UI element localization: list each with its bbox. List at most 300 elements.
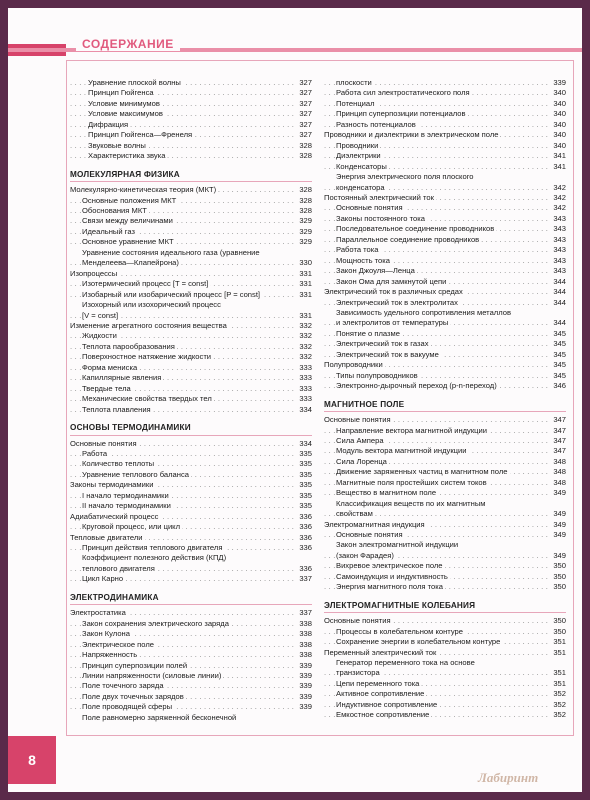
toc-entry[interactable]	[324, 130, 566, 140]
toc-entry[interactable]	[324, 141, 566, 151]
toc-entry-page: 345	[553, 328, 566, 338]
toc-entry[interactable]	[70, 311, 312, 321]
toc-entry[interactable]	[324, 214, 566, 224]
toc-entry-title: Поле проводящей сферы	[82, 702, 173, 712]
toc-entry-page: 351	[553, 647, 566, 657]
toc-entry-title: Линии напряженности (силовые линии)	[82, 671, 222, 681]
toc-entry[interactable]	[70, 99, 312, 109]
toc-entry-title: Основные понятия	[324, 415, 391, 425]
toc-entry[interactable]	[324, 287, 566, 297]
toc-entry-page: 342	[553, 203, 566, 213]
toc-entry-page: 347	[553, 415, 566, 425]
toc-entry-title: Закон сохранения электрического заряда	[82, 618, 229, 628]
toc-entry-page: 343	[553, 234, 566, 244]
toc-entry[interactable]	[324, 381, 566, 391]
toc-entry[interactable]	[324, 172, 566, 182]
toc-entry-page: 351	[553, 678, 566, 688]
toc-entry-page: 330	[299, 258, 312, 268]
toc-entry-page: 347	[553, 435, 566, 445]
toc-entry[interactable]	[70, 331, 312, 341]
page-title: СОДЕРЖАНИЕ	[76, 37, 180, 51]
toc-entry-page: 341	[553, 161, 566, 171]
toc-entry[interactable]	[324, 689, 566, 699]
toc-entry[interactable]	[70, 449, 312, 459]
toc-entry[interactable]	[324, 329, 566, 339]
toc-entry[interactable]	[70, 151, 312, 161]
toc-entry[interactable]	[324, 582, 566, 592]
toc-entry-title: Принцип суперпозиции потенциалов	[336, 109, 466, 119]
toc-entry[interactable]	[324, 277, 566, 287]
toc-entry-title: Законы термодинамики	[70, 480, 154, 490]
toc-entry-title: Мощность тока	[336, 255, 390, 265]
toc-entry-title: Принцип Гюйгенса—Френеля	[88, 130, 193, 140]
toc-entry-page: 331	[299, 310, 312, 320]
toc-entry-title: Адиабатический процесс	[70, 511, 159, 521]
toc-entry-page: 331	[299, 268, 312, 278]
toc-left-column	[70, 78, 312, 723]
toc-entry[interactable]	[324, 203, 566, 213]
toc-entry[interactable]	[324, 426, 566, 436]
toc-entry-title: Разность потенциалов	[336, 119, 416, 129]
toc-entry[interactable]	[324, 530, 566, 540]
toc-entry-title: Тепловые двигатели	[70, 532, 143, 542]
toc-entry[interactable]	[324, 360, 566, 370]
toc-entry-title: Индуктивное сопротивление	[336, 699, 438, 709]
toc-entry-page: 335	[299, 501, 312, 511]
toc-entry[interactable]	[70, 574, 312, 584]
toc-entry-title: Магнитные поля простейших систем токов	[336, 477, 487, 487]
toc-entry-title: Электрический ток в вакууме	[336, 349, 439, 359]
toc-entry-title: Закон Джоуля—Ленца	[336, 266, 415, 276]
toc-entry-page: 342	[553, 192, 566, 202]
section-heading: ЭЛЕКТРОДИНАМИКА	[70, 593, 312, 605]
toc-entry[interactable]	[70, 300, 312, 310]
toc-entry-title: Связи между величинами	[82, 216, 173, 226]
toc-entry-title: Работа тока	[336, 245, 379, 255]
toc-entry[interactable]	[324, 415, 566, 425]
toc-entry-title: Электронно-дырочный переход (p-n-переход)	[336, 381, 497, 391]
toc-entry[interactable]	[324, 350, 566, 360]
toc-entry-title: Генератор переменного тока на основе	[336, 658, 475, 668]
toc-entry-page: 339	[553, 78, 566, 87]
toc-entry[interactable]	[70, 352, 312, 362]
toc-right-column	[324, 78, 566, 721]
toc-entry-title: Изменение агрегатного состояния вещества	[70, 320, 227, 330]
toc-entry-title: Обоснования МКТ	[82, 205, 147, 215]
toc-entry[interactable]	[70, 564, 312, 574]
section-heading: МОЛЕКУЛЯРНАЯ ФИЗИКА	[70, 170, 312, 182]
toc-entry[interactable]	[70, 661, 312, 671]
toc-entry-page: 332	[299, 352, 312, 362]
toc-entry[interactable]	[70, 342, 312, 352]
toc-entry[interactable]	[70, 130, 312, 140]
toc-entry-page: 327	[299, 88, 312, 98]
toc-entry-title: Основное уравнение МКТ	[82, 237, 174, 247]
toc-entry-title: Твердые тела	[82, 383, 131, 393]
toc-entry-title: Активное сопротивление	[336, 689, 425, 699]
toc-entry-page: 328	[299, 185, 312, 195]
toc-entry[interactable]	[70, 459, 312, 469]
toc-entry[interactable]	[70, 363, 312, 373]
toc-entry[interactable]	[324, 245, 566, 255]
toc-entry-page: 345	[553, 360, 566, 370]
book-page	[8, 8, 582, 792]
toc-entry[interactable]	[70, 512, 312, 522]
toc-entry[interactable]	[70, 248, 312, 258]
toc-entry-title: Сохранение энергии в колебательном контуре	[336, 637, 501, 647]
toc-entry[interactable]	[70, 629, 312, 639]
toc-entry-title: Уравнение плоской волны	[88, 78, 181, 87]
toc-entry[interactable]	[70, 692, 312, 702]
toc-entry[interactable]	[70, 206, 312, 216]
toc-entry[interactable]	[70, 671, 312, 681]
toc-entry-title: Поле двух точечных зарядов	[82, 691, 184, 701]
toc-entry-page: 334	[299, 438, 312, 448]
toc-entry-title: Электрический ток в газах	[336, 339, 429, 349]
toc-entry-title: Зависимость удельного сопротивления металлов	[336, 307, 511, 317]
toc-entry[interactable]	[70, 227, 312, 237]
toc-entry[interactable]	[324, 183, 566, 193]
toc-entry-page: 339	[299, 660, 312, 670]
toc-entry[interactable]	[324, 509, 566, 519]
toc-entry[interactable]	[70, 185, 312, 195]
toc-entry-page: 336	[299, 522, 312, 532]
toc-entry-page: 340	[553, 119, 566, 129]
toc-entry-title: Понятие о плазме	[336, 328, 400, 338]
toc-entry[interactable]	[324, 446, 566, 456]
toc-entry-page: 338	[299, 650, 312, 660]
toc-entry[interactable]	[324, 339, 566, 349]
toc-entry-title: Емкостное сопротивление	[336, 710, 430, 720]
toc-entry-page: 343	[553, 213, 566, 223]
toc-entry-page: 349	[553, 530, 566, 540]
toc-entry-page: 352	[553, 699, 566, 709]
toc-entry[interactable]	[70, 78, 312, 88]
toc-entry[interactable]	[70, 470, 312, 480]
section-heading: ОСНОВЫ ТЕРМОДИНАМИКИ	[70, 423, 312, 435]
toc-entry-page: 333	[299, 373, 312, 383]
toc-entry-title: Основные положения МКТ	[82, 195, 177, 205]
toc-entry[interactable]	[70, 543, 312, 553]
toc-entry[interactable]	[324, 488, 566, 498]
toc-entry-page: 341	[553, 151, 566, 161]
toc-entry[interactable]	[70, 405, 312, 415]
toc-entry-page: 343	[553, 255, 566, 265]
toc-entry[interactable]	[324, 151, 566, 161]
toc-entry[interactable]	[70, 321, 312, 331]
toc-entry-title: I начало термодинамики	[82, 490, 169, 500]
toc-entry[interactable]	[324, 572, 566, 582]
toc-entry-page: 333	[299, 394, 312, 404]
toc-entry[interactable]	[324, 551, 566, 561]
toc-entry[interactable]	[324, 700, 566, 710]
toc-entry-title: Теплота парообразования	[82, 341, 175, 351]
toc-entry-page: 339	[299, 671, 312, 681]
toc-entry[interactable]	[324, 193, 566, 203]
toc-entry-title: Проводники	[336, 140, 379, 150]
toc-entry-page: 343	[553, 245, 566, 255]
toc-entry[interactable]	[70, 109, 312, 119]
toc-entry-title: Изопроцессы	[70, 268, 118, 278]
toc-entry[interactable]	[70, 650, 312, 660]
toc-entry-title: Энергия магнитного поля тока	[336, 582, 443, 592]
toc-entry-page: 349	[553, 519, 566, 529]
toc-entry-title: Капиллярные явления	[82, 373, 162, 383]
toc-entry-title: Условие максимумов	[88, 109, 163, 119]
toc-entry-page: 339	[299, 681, 312, 691]
toc-entry-page: 340	[553, 109, 566, 119]
toc-entry-page: 332	[299, 341, 312, 351]
toc-entry[interactable]	[70, 279, 312, 289]
toc-entry[interactable]	[324, 561, 566, 571]
toc-entry-title: Сила Лоренца	[336, 456, 387, 466]
toc-entry[interactable]	[70, 681, 312, 691]
toc-entry-title: Идеальный газ	[82, 226, 135, 236]
toc-entry-title: Основные понятия	[70, 438, 137, 448]
toc-entry-title: свойствам	[336, 509, 373, 519]
toc-entry[interactable]	[324, 256, 566, 266]
toc-entry-title: Работа сил электростатического поля	[336, 88, 470, 98]
toc-entry-title: Процессы в колебательном контуре	[336, 626, 464, 636]
toc-entry-title: Закон Ома для замкнутой цепи	[336, 276, 447, 286]
toc-entry-page: 334	[299, 404, 312, 414]
toc-entry-title: Направление вектора магнитной индукции	[336, 425, 488, 435]
toc-entry[interactable]	[324, 120, 566, 130]
toc-entry-page: 328	[299, 151, 312, 161]
toc-entry-title: Изотермический процесс [T = const]	[82, 279, 209, 289]
toc-entry[interactable]	[70, 196, 312, 206]
toc-entry-title: Конденсаторы	[336, 161, 387, 171]
toc-entry-title: Цепи переменного тока	[336, 678, 420, 688]
toc-entry-title: Типы полупроводников	[336, 370, 418, 380]
toc-entry[interactable]	[70, 608, 312, 618]
toc-entry-title: Модуль вектора магнитной индукции	[336, 446, 467, 456]
toc-entry[interactable]	[70, 120, 312, 130]
toc-entry-title: Закон Кулона	[82, 629, 130, 639]
toc-entry-title: Параллельное соединение проводников	[336, 234, 480, 244]
toc-entry-page: 328	[299, 195, 312, 205]
toc-entry-title: Основные понятия	[324, 616, 391, 626]
toc-entry-title: Электрический ток в электролитах	[336, 297, 458, 307]
toc-entry-page: 327	[299, 78, 312, 87]
toc-entry-title: Принцип суперпозиции полей	[82, 660, 188, 670]
toc-entry[interactable]	[324, 266, 566, 276]
toc-entry-page: 336	[299, 563, 312, 573]
toc-entry[interactable]	[324, 308, 566, 318]
toc-entry[interactable]	[70, 373, 312, 383]
toc-entry-title: Поле точечного заряда	[82, 681, 164, 691]
toc-entry-title: Основные понятия	[336, 530, 403, 540]
toc-entry[interactable]	[324, 457, 566, 467]
toc-entry-title: Изохорный или изохорический процесс	[82, 300, 221, 310]
toc-entry[interactable]	[70, 640, 312, 650]
toc-entry-page: 347	[553, 425, 566, 435]
toc-entry-title: II начало термодинамики	[82, 501, 171, 511]
toc-entry-page: 331	[299, 289, 312, 299]
toc-entry[interactable]	[324, 162, 566, 172]
section-heading: ЭЛЕКТРОМАГНИТНЫЕ КОЛЕБАНИЯ	[324, 601, 566, 613]
toc-entry-page: 328	[299, 205, 312, 215]
toc-entry-title: Коэффициент полезного действия (КПД)	[82, 553, 227, 563]
toc-entry[interactable]	[70, 269, 312, 279]
toc-entry[interactable]	[70, 480, 312, 490]
toc-entry[interactable]	[70, 439, 312, 449]
toc-entry-page: 340	[553, 130, 566, 140]
toc-entry[interactable]	[324, 648, 566, 658]
toc-entry-page: 327	[299, 98, 312, 108]
toc-entry-page: 336	[299, 511, 312, 521]
toc-entry-page: 345	[553, 339, 566, 349]
toc-entry[interactable]	[324, 467, 566, 477]
toc-entry-page: 350	[553, 626, 566, 636]
toc-entry-page: 350	[553, 571, 566, 581]
toc-entry-page: 339	[299, 702, 312, 712]
toc-entry[interactable]	[324, 478, 566, 488]
toc-entry[interactable]	[324, 371, 566, 381]
toc-entry-title: (закон Фарадея)	[336, 550, 394, 560]
toc-entry-title: и электролитов от температуры	[336, 318, 449, 328]
toc-entry-page: 347	[553, 446, 566, 456]
toc-entry-title: Электрическое поле	[82, 639, 154, 649]
toc-entry-title: Форма мениска	[82, 362, 138, 372]
toc-entry-page: 336	[299, 543, 312, 553]
toc-entry-title: Потенциал	[336, 98, 375, 108]
toc-entry[interactable]	[70, 501, 312, 511]
toc-entry[interactable]	[70, 141, 312, 151]
toc-entry[interactable]	[324, 710, 566, 720]
toc-entry[interactable]	[324, 298, 566, 308]
toc-entry-page: 351	[553, 637, 566, 647]
toc-entry-title: Диэлектрики	[336, 151, 381, 161]
toc-entry-title: Поле равномерно заряженной бесконечной	[82, 712, 237, 722]
toc-entry-title: Законы постоянного тока	[336, 213, 425, 223]
page-number: 8	[8, 736, 56, 784]
toc-entry-page: 335	[299, 459, 312, 469]
toc-entry-page: 329	[299, 216, 312, 226]
toc-entry[interactable]	[324, 436, 566, 446]
toc-entry-title: Уравнение теплового баланса	[82, 469, 189, 479]
toc-entry-title: Электростатика	[70, 608, 126, 618]
toc-entry[interactable]	[70, 290, 312, 300]
toc-entry-page: 335	[299, 448, 312, 458]
toc-entry-title: Полупроводники	[324, 360, 383, 370]
toc-entry-page: 327	[299, 109, 312, 119]
toc-entry-title: Условие минимумов	[88, 98, 160, 108]
toc-entry-page: 335	[299, 480, 312, 490]
toc-entry[interactable]	[324, 78, 566, 88]
toc-entry[interactable]	[70, 553, 312, 563]
toc-entry-title: Закон электромагнитной индукции	[336, 540, 459, 550]
toc-entry-page: 349	[553, 550, 566, 560]
toc-entry-title: Круговой процесс, или цикл	[82, 522, 181, 532]
toc-entry[interactable]	[70, 258, 312, 268]
toc-entry[interactable]	[324, 658, 566, 668]
toc-entry-title: Проводники и диэлектрики в электрическом поле	[324, 130, 499, 140]
toc-entry-page: 351	[553, 668, 566, 678]
toc-entry[interactable]	[70, 394, 312, 404]
toc-entry-title: Энергия электрического поля плоского	[336, 172, 474, 182]
toc-entry-page: 333	[299, 362, 312, 372]
toc-entry[interactable]	[324, 88, 566, 98]
toc-entry[interactable]	[70, 619, 312, 629]
toc-entry-page: 348	[553, 477, 566, 487]
toc-entry-page: 348	[553, 456, 566, 466]
toc-entry[interactable]	[70, 88, 312, 98]
toc-entry-title: Самоиндукция и индуктивность	[336, 571, 448, 581]
toc-entry[interactable]	[70, 533, 312, 543]
toc-entry-page: 345	[553, 370, 566, 380]
toc-entry-page: 337	[299, 608, 312, 618]
toc-entry[interactable]	[324, 99, 566, 109]
toc-entry-page: 333	[299, 383, 312, 393]
toc-entry-title: [V = const]	[82, 310, 119, 320]
toc-entry[interactable]	[324, 318, 566, 328]
toc-entry[interactable]	[324, 540, 566, 550]
toc-entry[interactable]	[324, 679, 566, 689]
toc-entry-page: 331	[299, 279, 312, 289]
toc-entry[interactable]	[324, 109, 566, 119]
toc-entry-title: Механические свойства твердых тел	[82, 394, 212, 404]
toc-entry-title: Работа	[82, 448, 108, 458]
toc-entry[interactable]	[324, 235, 566, 245]
toc-entry-page: 343	[553, 266, 566, 276]
toc-entry[interactable]	[324, 499, 566, 509]
toc-entry[interactable]	[70, 702, 312, 712]
toc-entry-page: 346	[553, 381, 566, 391]
toc-entry-page: 342	[553, 182, 566, 192]
toc-entry-page: 335	[299, 490, 312, 500]
toc-entry-page: 350	[553, 616, 566, 626]
toc-entry[interactable]	[324, 224, 566, 234]
toc-entry[interactable]	[70, 216, 312, 226]
toc-entry-page: 335	[299, 469, 312, 479]
toc-entry[interactable]	[70, 491, 312, 501]
toc-entry[interactable]	[324, 668, 566, 678]
toc-entry[interactable]	[70, 522, 312, 532]
toc-entry-title: Дифракция	[88, 119, 129, 129]
toc-entry-page: 340	[553, 98, 566, 108]
toc-entry[interactable]	[324, 520, 566, 530]
toc-entry-title: Напряженность	[82, 650, 138, 660]
toc-entry-title: Молекулярно-кинетическая теория (МКТ)	[70, 185, 217, 195]
toc-entry-title: Жидкости	[82, 331, 117, 341]
toc-entry-title: Сила Ампера	[336, 435, 384, 445]
toc-entry-page: 344	[553, 287, 566, 297]
toc-entry[interactable]	[70, 384, 312, 394]
toc-entry[interactable]	[324, 627, 566, 637]
toc-entry-page: 329	[299, 237, 312, 247]
toc-entry-title: Вихревое электрическое поле	[336, 561, 443, 571]
toc-entry-title: Теплота плавления	[82, 404, 151, 414]
toc-entry-title: Принцип действия теплового двигателя	[82, 543, 223, 553]
toc-entry-page: 349	[553, 488, 566, 498]
toc-entry-title: Звуковые волны	[88, 140, 146, 150]
toc-entry-page: 340	[553, 88, 566, 98]
toc-entry[interactable]	[70, 713, 312, 723]
toc-entry-title: Последовательное соединение проводников	[336, 224, 495, 234]
toc-entry[interactable]	[70, 237, 312, 247]
toc-entry-page: 327	[299, 130, 312, 140]
toc-entry-page: 327	[299, 119, 312, 129]
toc-entry[interactable]	[324, 616, 566, 626]
publisher-watermark: Лабиринт	[478, 770, 539, 785]
toc-entry-page: 344	[553, 318, 566, 328]
toc-entry-title: конденсатора	[336, 182, 385, 192]
toc-entry-page: 350	[553, 561, 566, 571]
toc-entry[interactable]	[324, 637, 566, 647]
toc-entry-page: 344	[553, 297, 566, 307]
toc-entry-page: 337	[299, 574, 312, 584]
